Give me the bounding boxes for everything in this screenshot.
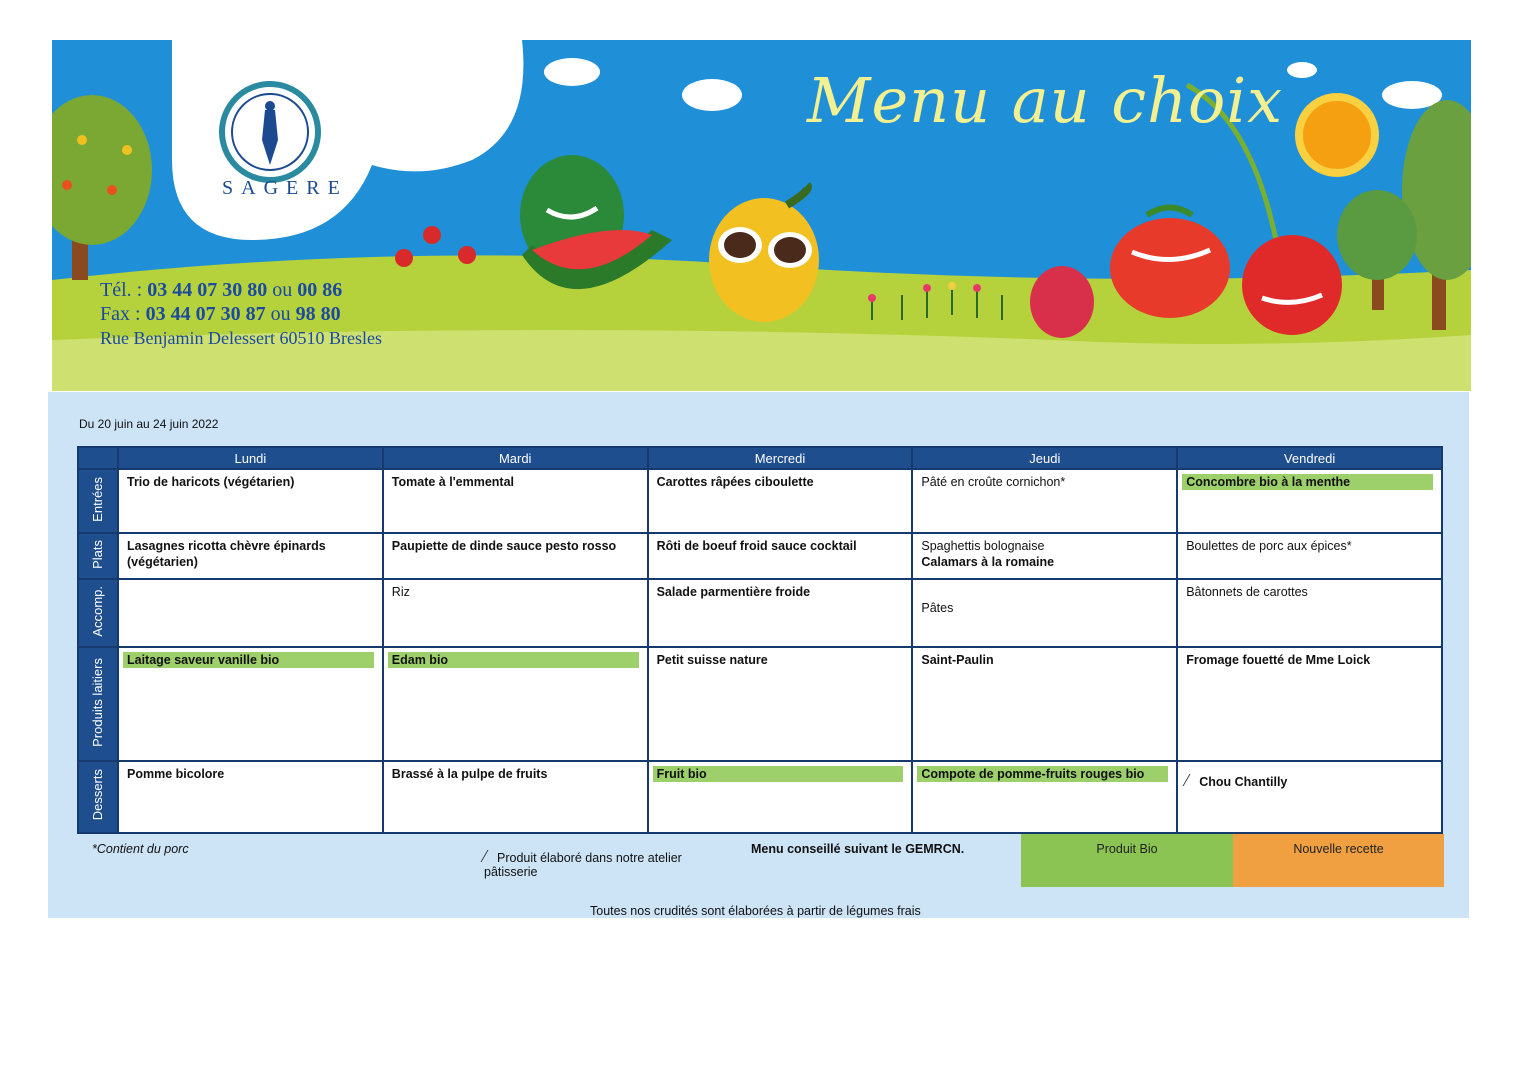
banner-title: Menu au choix (807, 64, 1284, 137)
dish-text: Rôti de boeuf froid sauce cocktail (656, 539, 857, 553)
dish-text: Carottes râpées ciboulette (656, 475, 814, 489)
menu-table (77, 446, 1443, 834)
dish-name (127, 474, 374, 490)
row-category-label: Produits laitiers (90, 657, 105, 747)
dish-text: Compote de pomme-fruits rouges bio (921, 767, 1145, 781)
header-banner (52, 40, 1471, 391)
day-header: Jeudi (912, 447, 1177, 469)
row-category (78, 579, 118, 647)
dish-text: Boulettes de porc aux épices* (1186, 539, 1352, 553)
menu-cell (383, 761, 648, 833)
row-category-label: Plats (90, 539, 105, 569)
dish-name (917, 766, 1168, 782)
corner-cell (78, 447, 118, 469)
menu-cell (383, 469, 648, 533)
dish-name (1186, 584, 1433, 600)
day-header-row (78, 447, 1442, 469)
row-category-label: Accomp. (90, 585, 105, 637)
dish-name (392, 538, 639, 554)
row-category (78, 647, 118, 761)
dish-text: Petit suisse nature (656, 653, 768, 667)
menu-cell (912, 761, 1177, 833)
dish-text: Bâtonnets de carottes (1186, 585, 1308, 599)
dish-name (1182, 474, 1433, 490)
row-category-label: Entrées (90, 476, 105, 522)
porc-note: *Contient du porc (92, 842, 189, 856)
dish-text: Pomme bicolore (127, 767, 225, 781)
fax-line: Fax : 03 44 07 30 87 ou 98 80 (100, 303, 341, 325)
dish-text: Fruit bio (656, 767, 707, 781)
dish-text: Fromage fouetté de Mme Loick (1186, 653, 1371, 667)
row-category-label: Desserts (90, 769, 105, 821)
dish-name (657, 538, 904, 554)
menu-cell (118, 469, 383, 533)
menu-cell (648, 469, 913, 533)
dish-name (392, 584, 639, 600)
dish-text: Edam bio (391, 653, 449, 667)
dish-name (127, 538, 374, 570)
menu-cell (912, 469, 1177, 533)
dish-name (657, 652, 904, 668)
menu-cell (912, 647, 1177, 761)
dish-text: Trio de haricots (végétarien) (127, 475, 295, 489)
menu-cell (1177, 761, 1442, 833)
menu-cell (1177, 469, 1442, 533)
menu-row (78, 469, 1442, 533)
dish-name (392, 766, 639, 782)
row-category (78, 533, 118, 579)
menu-cell (912, 579, 1177, 647)
menu-period: Du 20 juin au 24 juin 2022 (79, 417, 219, 431)
dish-text: Concombre bio à la menthe (1186, 475, 1351, 489)
menu-cell (1177, 647, 1442, 761)
whisk-icon (1183, 774, 1199, 786)
dish-text: Salade parmentière froide (656, 585, 811, 599)
day-header: Lundi (118, 447, 383, 469)
dish-name (388, 652, 639, 668)
tel-line: Tél. : 03 44 07 30 80 ou 00 86 (100, 279, 343, 301)
dish-text: Calamars à la romaine (921, 555, 1055, 569)
menu-row (78, 533, 1442, 579)
dish-text: Brassé à la pulpe de fruits (391, 767, 548, 781)
menu-row (78, 761, 1442, 833)
menu-cell (118, 533, 383, 579)
day-header: Vendredi (1177, 447, 1442, 469)
patisserie-note: Produit élaboré dans notre atelier pâtisserie (484, 850, 704, 879)
dish-text: Riz (391, 585, 410, 599)
dish-name (657, 584, 904, 600)
dish-name (123, 652, 374, 668)
dish-name (921, 474, 1168, 490)
menu-cell (118, 761, 383, 833)
menu-cell (648, 579, 913, 647)
row-category (78, 469, 118, 533)
dish-name (921, 652, 1168, 668)
gemrcn-note: Menu conseillé suivant le GEMRCN. (751, 842, 965, 856)
dish-text: Paupiette de dinde sauce pesto rosso (391, 539, 617, 553)
menu-cell (118, 647, 383, 761)
dish-text: Tomate à l'emmental (391, 475, 515, 489)
legend-bio: Produit Bio (1021, 834, 1233, 887)
dish-text: Spaghettis bolognaise (921, 539, 1045, 553)
menu-cell (1177, 533, 1442, 579)
dish-name (392, 474, 639, 490)
dish-name (921, 554, 1168, 570)
dish-name (1186, 774, 1433, 790)
dish-name (653, 766, 904, 782)
dish-text: Pâté en croûte cornichon* (921, 475, 1066, 489)
dish-name (127, 766, 374, 782)
day-header: Mardi (383, 447, 648, 469)
menu-cell (648, 761, 913, 833)
dish-text: Saint-Paulin (921, 653, 994, 667)
dish-name (921, 584, 1168, 600)
menu-cell (648, 533, 913, 579)
menu-cell (118, 579, 383, 647)
row-category (78, 761, 118, 833)
day-header: Mercredi (648, 447, 913, 469)
dish-name (921, 600, 1168, 616)
dish-name (657, 474, 904, 490)
dish-text: Laitage saveur vanille bio (127, 653, 280, 667)
menu-cell (383, 647, 648, 761)
menu-cell (1177, 579, 1442, 647)
menu-cell (383, 533, 648, 579)
footer-note: Toutes nos crudités sont élaborées à partir de légumes frais (590, 904, 921, 918)
dish-name (921, 538, 1168, 554)
menu-cell (383, 579, 648, 647)
dish-text: Chou Chantilly (1199, 775, 1288, 789)
dish-name (1186, 652, 1433, 668)
legend-new-recipe: Nouvelle recette (1233, 834, 1444, 887)
brand-name: SAGERE (222, 177, 348, 199)
dish-text: Lasagnes ricotta chèvre épinards (végétarien) (127, 539, 326, 569)
dish-name (1186, 538, 1433, 554)
menu-row (78, 579, 1442, 647)
address-line: Rue Benjamin Delessert 60510 Bresles (100, 328, 382, 348)
dish-text: Pâtes (921, 601, 954, 615)
menu-cell (648, 647, 913, 761)
menu-cell (912, 533, 1177, 579)
menu-row (78, 647, 1442, 761)
contact-block (100, 278, 382, 350)
